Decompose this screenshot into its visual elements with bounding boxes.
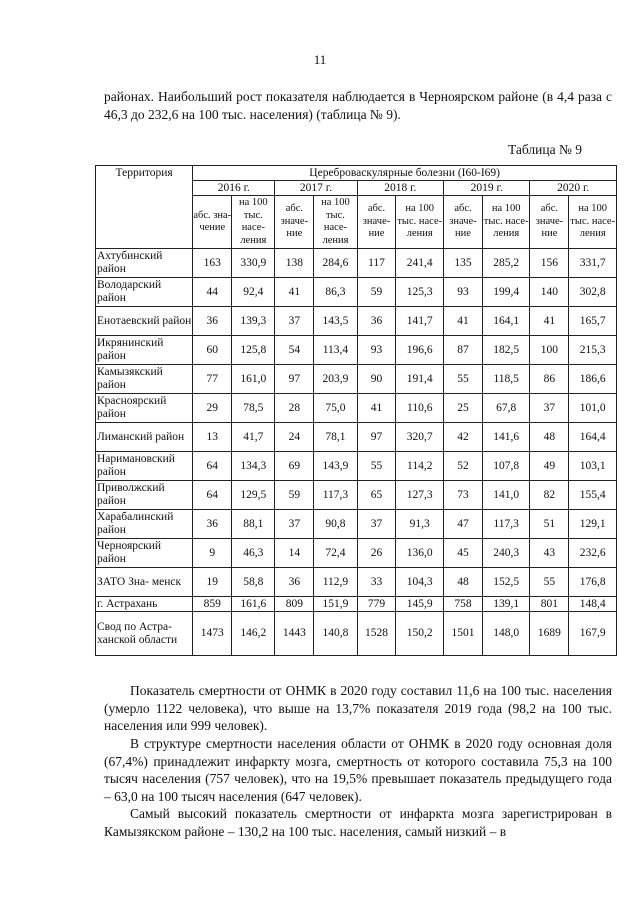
abs-value-header: абс. значе- ние <box>530 196 569 249</box>
value-cell: 24 <box>275 423 314 452</box>
year-header: 2017 г. <box>275 181 357 196</box>
value-cell: 125,8 <box>232 336 275 365</box>
value-cell: 37 <box>275 307 314 336</box>
value-cell: 36 <box>193 307 232 336</box>
territory-cell: Красноярский район <box>96 394 193 423</box>
value-cell: 47 <box>444 510 483 539</box>
value-cell: 92,4 <box>232 278 275 307</box>
value-cell: 97 <box>357 423 396 452</box>
paragraph-onmk-rate: Показатель смертности от ОНМК в 2020 году составил 11,6 на 100 тыс. населения (умерло 1122 человека), что выше на 13,7% показателя 2019 года (98,2 на 100 тыс. населения или 999 человек). <box>104 683 612 733</box>
value-cell: 59 <box>357 278 396 307</box>
value-cell: 320,7 <box>396 423 444 452</box>
value-cell: 37 <box>530 394 569 423</box>
value-cell: 167,9 <box>569 612 617 656</box>
value-cell: 241,4 <box>396 249 444 278</box>
table-row <box>96 568 617 597</box>
value-cell: 164,4 <box>569 423 617 452</box>
territory-cell: Черноярский район <box>96 539 193 568</box>
value-cell: 55 <box>444 365 483 394</box>
value-cell: 1443 <box>275 612 314 656</box>
value-cell: 90,8 <box>314 510 357 539</box>
value-cell: 48 <box>530 423 569 452</box>
value-cell: 36 <box>193 510 232 539</box>
value-cell: 103,1 <box>569 452 617 481</box>
value-cell: 86,3 <box>314 278 357 307</box>
value-cell: 141,0 <box>482 481 530 510</box>
value-cell: 302,8 <box>569 278 617 307</box>
value-cell: 161,0 <box>232 365 275 394</box>
value-cell: 52 <box>444 452 483 481</box>
value-cell: 139,3 <box>232 307 275 336</box>
value-cell: 117,3 <box>314 481 357 510</box>
value-cell: 117,3 <box>482 510 530 539</box>
value-cell: 859 <box>193 597 232 612</box>
value-cell: 41 <box>530 307 569 336</box>
territory-cell: Наримановский район <box>96 452 193 481</box>
table-row <box>96 510 617 539</box>
page-number: 11 <box>313 52 327 67</box>
table-row <box>96 307 617 336</box>
territory-header: Территория <box>96 166 193 249</box>
value-cell: 26 <box>357 539 396 568</box>
table-label: Таблица № 9 <box>508 142 582 157</box>
value-cell: 758 <box>444 597 483 612</box>
value-cell: 90 <box>357 365 396 394</box>
value-cell: 78,5 <box>232 394 275 423</box>
value-cell: 809 <box>275 597 314 612</box>
value-cell: 25 <box>444 394 483 423</box>
value-cell: 42 <box>444 423 483 452</box>
table-row <box>96 394 617 423</box>
value-cell: 65 <box>357 481 396 510</box>
value-cell: 75,0 <box>314 394 357 423</box>
value-cell: 139,1 <box>482 597 530 612</box>
abs-value-header: абс. зна- чение <box>193 196 232 249</box>
value-cell: 196,6 <box>396 336 444 365</box>
value-cell: 113,4 <box>314 336 357 365</box>
value-cell: 148,0 <box>482 612 530 656</box>
value-cell: 141,6 <box>482 423 530 452</box>
value-cell: 203,9 <box>314 365 357 394</box>
value-cell: 215,3 <box>569 336 617 365</box>
value-cell: 54 <box>275 336 314 365</box>
value-cell: 176,8 <box>569 568 617 597</box>
year-header: 2020 г. <box>530 181 617 196</box>
value-cell: 45 <box>444 539 483 568</box>
intro-paragraph: районах. Наибольший рост показателя наблюдается в Черноярском районе (в 4,4 раза с 46,3 до 232,6 на 100 тыс. населения) (таблица № 9). <box>104 89 612 122</box>
value-cell: 152,5 <box>482 568 530 597</box>
value-cell: 127,3 <box>396 481 444 510</box>
value-cell: 48 <box>444 568 483 597</box>
per-100k-header: на 100 тыс. насе- ления <box>232 196 275 249</box>
value-cell: 125,3 <box>396 278 444 307</box>
value-cell: 55 <box>530 568 569 597</box>
value-cell: 143,9 <box>314 452 357 481</box>
table-row <box>96 597 617 612</box>
territory-cell: Ахтубинский район <box>96 249 193 278</box>
value-cell: 165,7 <box>569 307 617 336</box>
value-cell: 67,8 <box>482 394 530 423</box>
value-cell: 136,0 <box>396 539 444 568</box>
abs-value-header: абс. значе- ние <box>275 196 314 249</box>
value-cell: 284,6 <box>314 249 357 278</box>
territory-cell: Лиманский район <box>96 423 193 452</box>
value-cell: 73 <box>444 481 483 510</box>
value-cell: 1473 <box>193 612 232 656</box>
value-cell: 129,1 <box>569 510 617 539</box>
value-cell: 19 <box>193 568 232 597</box>
value-cell: 112,9 <box>314 568 357 597</box>
table-row <box>96 423 617 452</box>
territory-cell: Камызякский район <box>96 365 193 394</box>
value-cell: 33 <box>357 568 396 597</box>
value-cell: 801 <box>530 597 569 612</box>
value-cell: 41 <box>357 394 396 423</box>
value-cell: 107,8 <box>482 452 530 481</box>
value-cell: 100 <box>530 336 569 365</box>
value-cell: 146,2 <box>232 612 275 656</box>
abs-value-header: абс. значе- ние <box>444 196 483 249</box>
value-cell: 104,3 <box>396 568 444 597</box>
value-cell: 101,0 <box>569 394 617 423</box>
value-cell: 13 <box>193 423 232 452</box>
territory-cell: г. Астрахань <box>96 597 193 612</box>
paragraph-highest: Самый высокий показатель смертности от инфаркта мозга зарегистрирован в Камызякском районе – 130,2 на 100 тыс. населения, самый низкий – в <box>104 806 612 839</box>
value-cell: 140 <box>530 278 569 307</box>
value-cell: 37 <box>357 510 396 539</box>
value-cell: 49 <box>530 452 569 481</box>
territory-cell: Приволжский район <box>96 481 193 510</box>
value-cell: 41,7 <box>232 423 275 452</box>
value-cell: 191,4 <box>396 365 444 394</box>
territory-cell: Володарский район <box>96 278 193 307</box>
value-cell: 93 <box>444 278 483 307</box>
value-cell: 97 <box>275 365 314 394</box>
value-cell: 37 <box>275 510 314 539</box>
year-header: 2018 г. <box>357 181 443 196</box>
value-cell: 118,5 <box>482 365 530 394</box>
value-cell: 199,4 <box>482 278 530 307</box>
value-cell: 55 <box>357 452 396 481</box>
paragraph-structure: В структуре смертности населения области от ОНМК в 2020 году основная доля (67,4%) принадлежит инфаркту мозга, смертность от которого составила 75,3 на 100 тысяч населения (757 человек), что на 19,5% превышает показатель предыдущего года – 63,0 на 100 тысяч населения (647 человек). <box>104 736 612 804</box>
table-row <box>96 249 617 278</box>
value-cell: 140,8 <box>314 612 357 656</box>
value-cell: 41 <box>275 278 314 307</box>
table-row <box>96 278 617 307</box>
value-cell: 145,9 <box>396 597 444 612</box>
abs-value-header: абс. значе- ние <box>357 196 396 249</box>
territory-cell: Харабалинский район <box>96 510 193 539</box>
value-cell: 1528 <box>357 612 396 656</box>
value-cell: 69 <box>275 452 314 481</box>
value-cell: 93 <box>357 336 396 365</box>
mortality-table <box>95 165 617 656</box>
value-cell: 60 <box>193 336 232 365</box>
per-100k-header: на 100 тыс. насе- ления <box>482 196 530 249</box>
table-row <box>96 336 617 365</box>
value-cell: 59 <box>275 481 314 510</box>
table-row <box>96 481 617 510</box>
value-cell: 64 <box>193 452 232 481</box>
value-cell: 58,8 <box>232 568 275 597</box>
value-cell: 135 <box>444 249 483 278</box>
value-cell: 114,2 <box>396 452 444 481</box>
value-cell: 82 <box>530 481 569 510</box>
value-cell: 110,6 <box>396 394 444 423</box>
territory-cell: Икрянинский район <box>96 336 193 365</box>
territory-cell: ЗАТО Зна- менск <box>96 568 193 597</box>
per-100k-header: на 100 тыс. насе- ления <box>396 196 444 249</box>
per-100k-header: на 100 тыс. насе- ления <box>569 196 617 249</box>
value-cell: 143,5 <box>314 307 357 336</box>
value-cell: 141,7 <box>396 307 444 336</box>
value-cell: 779 <box>357 597 396 612</box>
value-cell: 156 <box>530 249 569 278</box>
value-cell: 163 <box>193 249 232 278</box>
value-cell: 43 <box>530 539 569 568</box>
value-cell: 51 <box>530 510 569 539</box>
value-cell: 150,2 <box>396 612 444 656</box>
year-header: 2019 г. <box>444 181 530 196</box>
value-cell: 41 <box>444 307 483 336</box>
table-row <box>96 452 617 481</box>
value-cell: 87 <box>444 336 483 365</box>
value-cell: 182,5 <box>482 336 530 365</box>
value-cell: 91,3 <box>396 510 444 539</box>
table-row <box>96 539 617 568</box>
value-cell: 148,4 <box>569 597 617 612</box>
value-cell: 285,2 <box>482 249 530 278</box>
value-cell: 28 <box>275 394 314 423</box>
value-cell: 134,3 <box>232 452 275 481</box>
value-cell: 331,7 <box>569 249 617 278</box>
value-cell: 161,6 <box>232 597 275 612</box>
territory-cell: Свод по Астра- ханской области <box>96 612 193 656</box>
value-cell: 88,1 <box>232 510 275 539</box>
value-cell: 9 <box>193 539 232 568</box>
value-cell: 36 <box>357 307 396 336</box>
value-cell: 14 <box>275 539 314 568</box>
per-100k-header: на 100 тыс. насе- ления <box>314 196 357 249</box>
value-cell: 72,4 <box>314 539 357 568</box>
value-cell: 78,1 <box>314 423 357 452</box>
value-cell: 44 <box>193 278 232 307</box>
value-cell: 151,9 <box>314 597 357 612</box>
value-cell: 1501 <box>444 612 483 656</box>
value-cell: 240,3 <box>482 539 530 568</box>
value-cell: 29 <box>193 394 232 423</box>
year-header: 2016 г. <box>193 181 275 196</box>
value-cell: 330,9 <box>232 249 275 278</box>
table-row <box>96 365 617 394</box>
value-cell: 117 <box>357 249 396 278</box>
value-cell: 36 <box>275 568 314 597</box>
value-cell: 77 <box>193 365 232 394</box>
value-cell: 129,5 <box>232 481 275 510</box>
table-row <box>96 612 617 656</box>
value-cell: 64 <box>193 481 232 510</box>
group-header: Цереброваскулярные болезни (I60-I69) <box>193 166 617 181</box>
value-cell: 1689 <box>530 612 569 656</box>
value-cell: 155,4 <box>569 481 617 510</box>
value-cell: 186,6 <box>569 365 617 394</box>
value-cell: 46,3 <box>232 539 275 568</box>
territory-cell: Енотаевский район <box>96 307 193 336</box>
value-cell: 164,1 <box>482 307 530 336</box>
value-cell: 86 <box>530 365 569 394</box>
value-cell: 138 <box>275 249 314 278</box>
value-cell: 232,6 <box>569 539 617 568</box>
